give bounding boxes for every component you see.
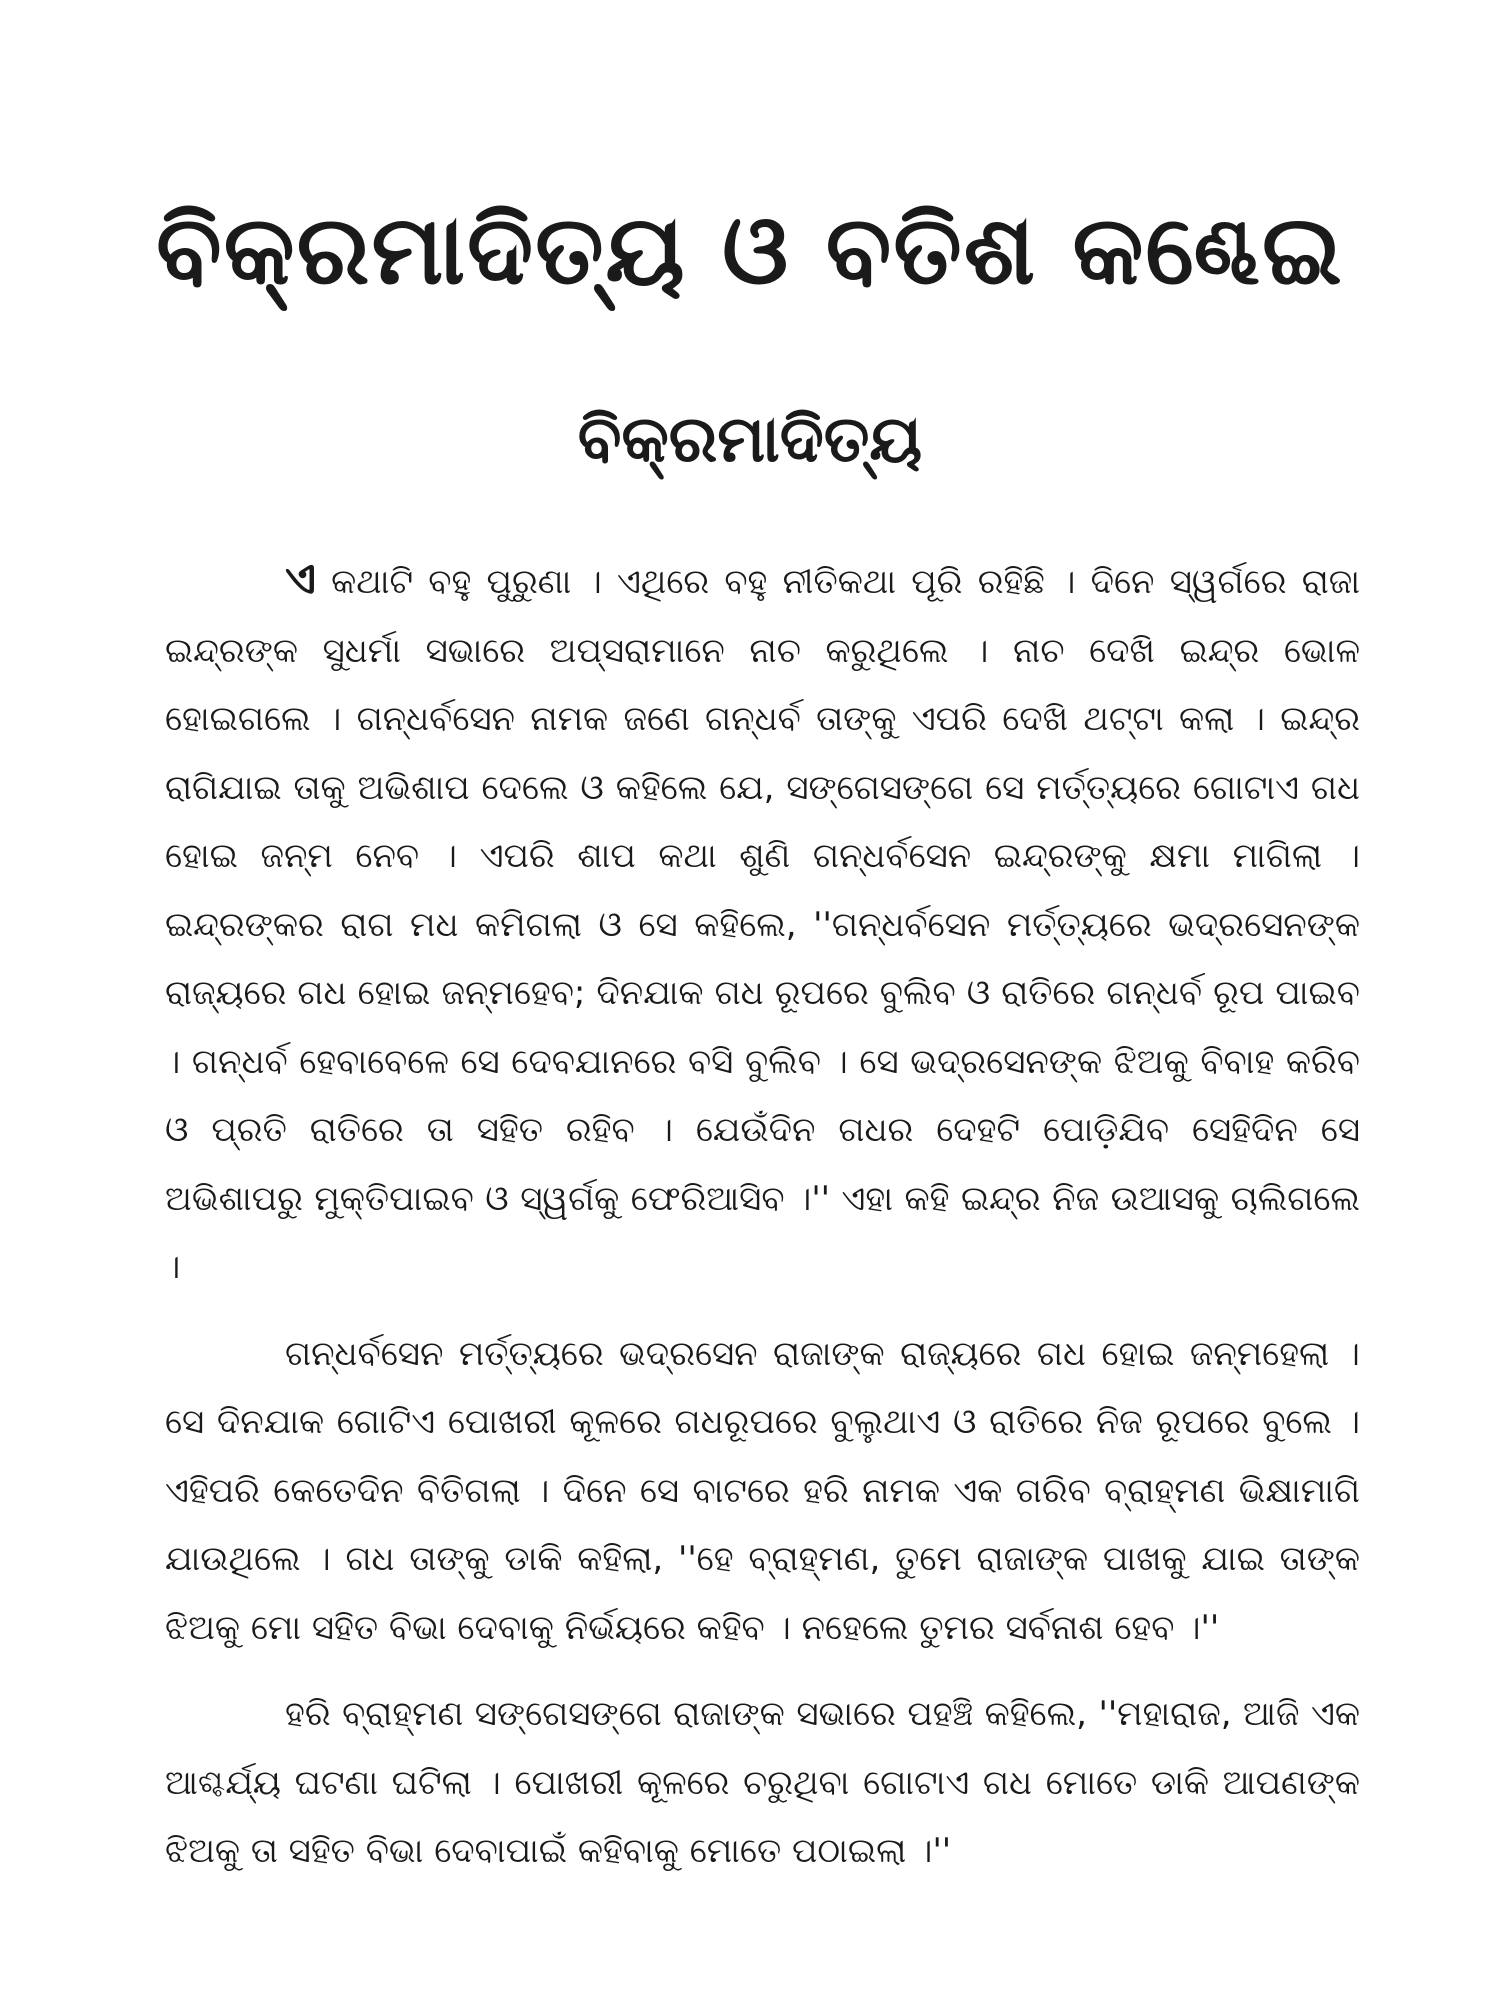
page-title: ବିକ୍ରମାଦିତ୍ୟ ଓ ବତିଶ କଣ୍ଢେଇ [156, 194, 1344, 306]
paragraph-text: ଗନ୍ଧର୍ବସେନ ମର୍ତ୍ତ୍ୟରେ ଭଦ୍ରସେନ ରାଜାଙ୍କ ରାଜ୍ୟରେ ଗଧ ହୋଇ ଜନ୍ମହେଲା । ସେ ଦିନଯାକ ଗୋଟିଏ ପୋଖରୀ କୂଳରେ ଗଧରୂପରେ ବୁଲୁଥାଏ ଓ ରାତିରେ ନିଜ ରୂପରେ ବୁଲେ । ଏହିପରି କେତେଦିନ ବିତିଗଲା । ଦିନେ ସେ ବାଟରେ ହରି ନାମକ ଏକ ଗରିବ ବ୍ରାହ୍ମଣ ଭିକ୍ଷାମାଗି ଯାଉଥିଲେ । ଗଧ ତାଙ୍କୁ ଡାକି କହିଲା, ''ହେ ବ୍ରାହ୍ମଣ, ତୁମେ ରାଜାଙ୍କ ପାଖକୁ ଯାଇ ତାଙ୍କ ଝିଅକୁ ମୋ ସହିତ ବିଭା ଦେବାକୁ ନିର୍ଭୟରେ କହିବ । ନହେଲେ ତୁମର ସର୍ବନାଶ ହେବ ।'' [165, 1333, 1360, 1648]
paragraph-text: କଥାଟି ବହୁ ପୁରୁଣା । ଏଥିରେ ବହୁ ନୀତିକଥା ପୂରି ରହିଛି । ଦିନେ ସ୍ୱର୍ଗରେ ରାଜା ଇନ୍ଦ୍ରଙ୍କ ସୁଧର୍ମା ସଭାରେ ଅପ୍ସରାମାନେ ନାଚ କରୁଥିଲେ । ନାଚ ଦେଖି ଇନ୍ଦ୍ର ଭୋଳ ହୋଇଗଲେ । ଗନ୍ଧର୍ବସେନ ନାମକ ଜଣେ ଗନ୍ଧର୍ବ ତାଙ୍କୁ ଏପରି ଦେଖି ଥଟ୍ଟା କଲା । ଇନ୍ଦ୍ର ରାଗିଯାଇ ତାକୁ ଅଭିଶାପ ଦେଲେ ଓ କହିଲେ ଯେ, ସଙ୍ଗେସଙ୍ଗେ ସେ ମର୍ତ୍ତ୍ୟରେ ଗୋଟାଏ ଗଧ ହୋଇ ଜନ୍ମ ନେବ । ଏପରି ଶାପ କଥା ଶୁଣି ଗନ୍ଧର୍ବସେନ ଇନ୍ଦ୍ରଙ୍କୁ କ୍ଷମା ମାଗିଲା । ଇନ୍ଦ୍ରଙ୍କର ରାଗ ମଧ କମିଗଲା ଓ ସେ କହିଲେ, ''ଗନ୍ଧର୍ବସେନ ମର୍ତ୍ତ୍ୟରେ ଭଦ୍ରସେନଙ୍କ ରାଜ୍ୟରେ ଗଧ ହୋଇ ଜନ୍ମହେବ; ଦିନଯାକ ଗଧ ରୂପରେ ବୁଲିବ ଓ ରାତିରେ ଗନ୍ଧର୍ବ ରୂପ ପାଇବ । ଗନ୍ଧର୍ବ ହେବାବେଳେ ସେ ଦେବଯାନରେ ବସି ବୁଲିବ । ସେ ଭଦ୍ରସେନଙ୍କ ଝିଅକୁ ବିବାହ କରିବ ଓ ପ୍ରତି ରାତିରେ ତା ସହିତ ରହିବ । ଯେଉଁଦିନ ଗଧର ଦେହଟି ପୋଡ଼ିଯିବ ସେହିଦିନ ସେ ଅଭିଶାପରୁ ମୁକ୍ତିପାଇବ ଓ ସ୍ୱର୍ଗକୁ ଫେରିଆସିବ ।'' ଏହା କହି ଇନ୍ଦ୍ର ନିଜ ଉଆସକୁ ଚାଲିଗଲେ । [165, 562, 1360, 1287]
body-text [165, 545, 1360, 1886]
paragraph-3 [165, 1680, 1360, 1886]
paragraph-2 [165, 1320, 1360, 1663]
paragraph-text: ହରି ବ୍ରାହ୍ମଣ ସଙ୍ଗେସଙ୍ଗେ ରାଜାଙ୍କ ସଭାରେ ପହଞ୍ଚି କହିଲେ, ''ମହାରାଜ, ଆଜି ଏକ ଆଶ୍ଚର୍ଯ୍ୟ ଘଟଣା ଘଟିଲା । ପୋଖରୀ କୂଳରେ ଚରୁଥିବା ଗୋଟାଏ ଗଧ ମୋତେ ଡାକି ଆପଣଙ୍କ ଝିଅକୁ ତା ସହିତ ବିଭା ଦେବାପାଇଁ କହିବାକୁ ମୋତେ ପଠାଇଲା ।'' [165, 1694, 1360, 1871]
paragraph-lead-word: ଏ [285, 553, 316, 604]
paragraph-1 [165, 545, 1360, 1302]
chapter-title: ବିକ୍ରମାଦିତ୍ୟ [577, 403, 923, 477]
